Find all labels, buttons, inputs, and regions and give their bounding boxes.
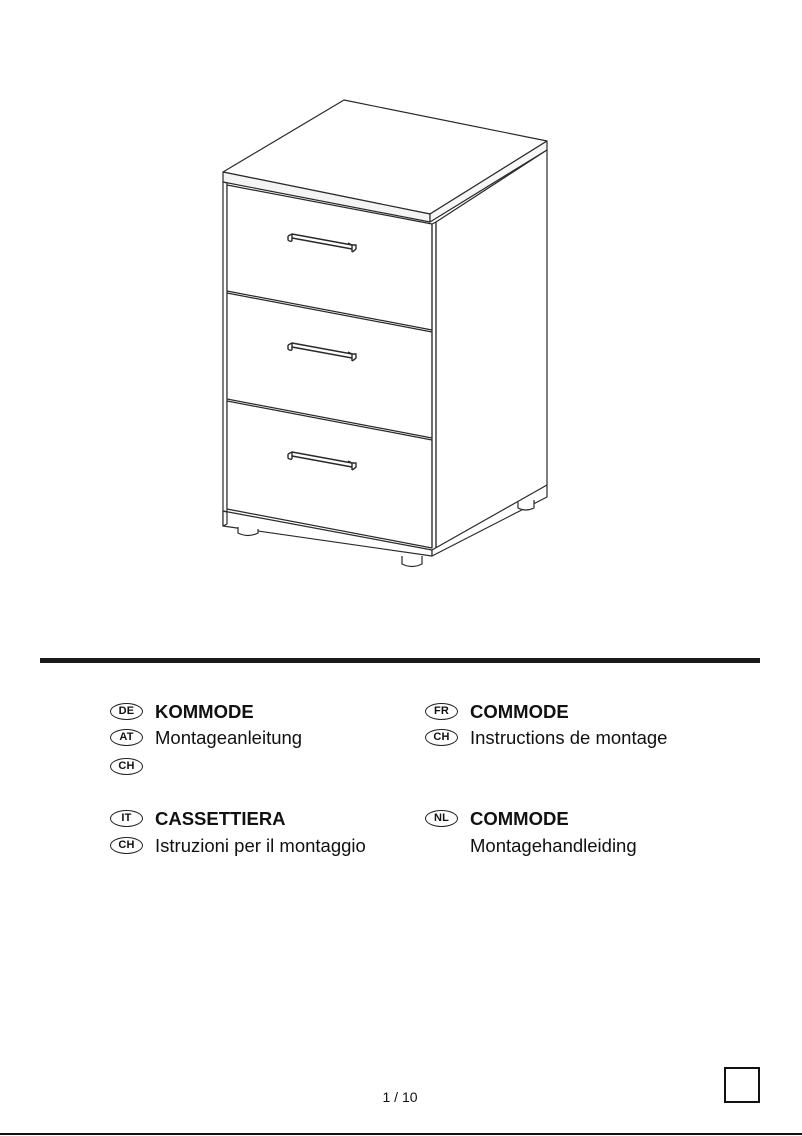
page-number: 1 / 10 [382, 1089, 418, 1105]
divider-rule [40, 658, 760, 663]
country-badge-ch: CH [110, 758, 143, 775]
product-title-nl: COMMODE [470, 808, 569, 829]
cabinet-foot-front [402, 556, 422, 567]
country-badge-nl: NL [425, 810, 458, 827]
country-badge-it: IT [110, 810, 143, 827]
product-title-it: CASSETTIERA [155, 808, 286, 829]
instruction-title-fr: Instructions de montage [470, 727, 668, 748]
product-title-fr: COMMODE [470, 701, 569, 722]
bottom-border [0, 1133, 802, 1135]
country-badge-ch-it: CH [110, 837, 143, 854]
corner-box [724, 1067, 760, 1103]
instruction-title-de: Montageanleitung [155, 727, 303, 748]
cabinet-side-panel [436, 150, 547, 552]
country-badge-ch-fr: CH [425, 729, 458, 746]
product-title-de: KOMMODE [155, 701, 254, 722]
instruction-title-nl: Montagehandleiding [470, 835, 637, 856]
instruction-title-it: Istruzioni per il montaggio [155, 835, 366, 856]
country-badge-at: AT [110, 729, 143, 746]
country-badge-de: DE [110, 703, 143, 720]
country-badge-fr: FR [425, 703, 458, 720]
